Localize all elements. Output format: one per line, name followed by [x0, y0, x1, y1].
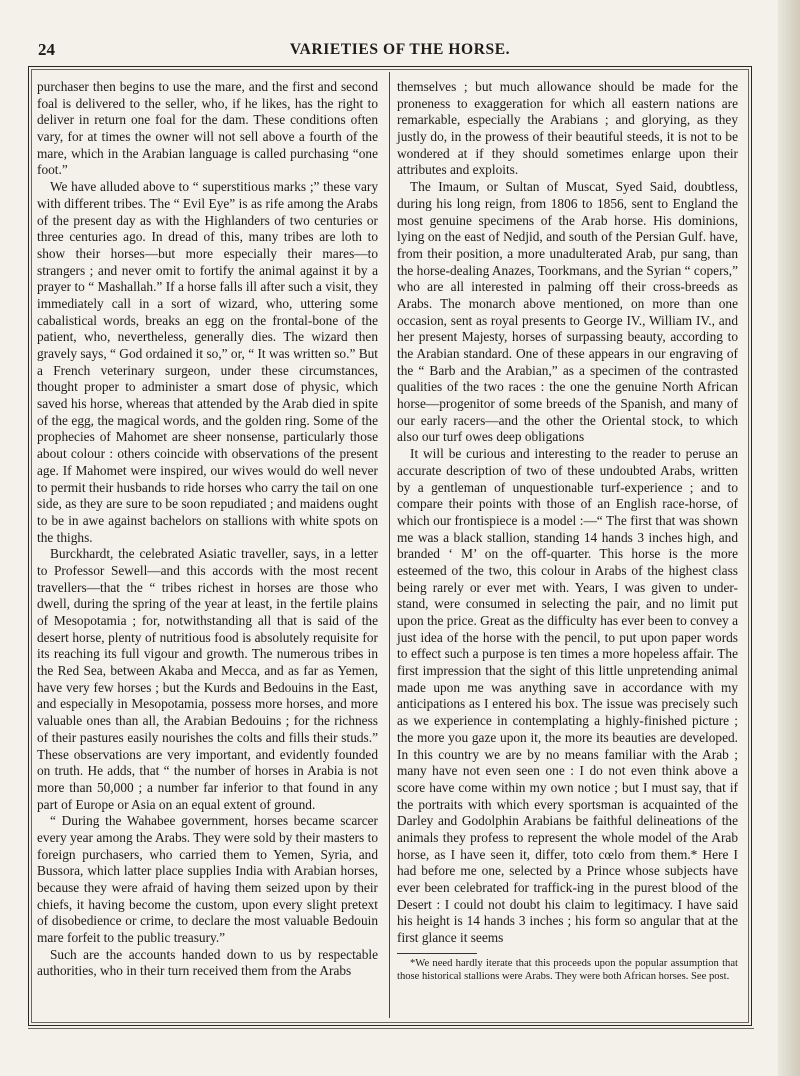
right-column-paragraph: It will be curious and interesting to the reader to peruse an accurate description of two of these undoubted Arabs, written by a gentleman of unquestionable turf-experience ; and to compare their points with those of an English race-horse, of which our frontispiece is a model :—“ The first that was shown me was a black stallion, standing 14 hands 3 inches high, and branded ‘ M’ on the off-quarter. This horse is the more esteemed of the two, this colour in Arabs of the highest class being rarely or ever met with. Years, I was given to under-stand, were consumed in selecting the pair, and no limit put upon the price. Great as the difficulty has ever been to convey a just idea of the horse with the pencil, to put upon paper words to effect such a purpose is ten times a more hopeless affair. The first impression that the sight of this little unpretending animal made upon me was anything save in accordance with my anticipations as I entered his box. The issue was precisely such as we experience in contemplating a highly-finished picture ; the more you gaze upon it, the more its beauties are developed. In this country we are by no means familiar with the Arab ; many have not even seen one : I do not even think above a score have come within my own notice ; but I must say, that if the portraits with which every sportsman is acquainted of the Darley and Godolphin Arabians be faithful delineations of the animals they profess to represent the whole model of the Arab horse, as I have seen it, differ, toto cœlo from them.* Here I had before me one, selected by a Prince whose subjects have ever been celebrated for traffick-ing in the purest blood of the Desert : I could not doubt his claim to legitimacy. I have said his height is 14 hands 3 inches ; his form so angular that at the first glance it seems [397, 446, 738, 946]
bottom-rule [28, 1028, 754, 1029]
footnote-rule [397, 953, 477, 954]
footnote: *We need hardly iterate that this proceeds upon the popular assumption that those historical stallions were Arabs. They were both African horses. See post. [397, 957, 738, 982]
page-header [0, 26, 800, 66]
left-column-paragraph: We have alluded above to “ superstitious marks ;” these vary with different tribes. The “ Evil Eye” is as rife among the Arabs of the present day as with the Highlanders of two centuries or three centuries ago. In dread of this, many tribes are loth to show their horses—but more especially their mares—to strangers ; and never omit to fortify the animal against it by a prayer to “ Mashallah.” If a horse falls ill after such a visit, they immediately call in a sort of wizard, who, uttering some cabalistical words, breaks an egg on the frontal-bone of the patient, who, nevertheless, generally dies. The wizard then gravely says, “ God ordained it so,” or, “ It was written so.” But a French veterinary surgeon, under these circumstances, thought proper to administer a smart dose of physic, which saved his horse, whereas that attended by the Arab died in spite of the egg, the magical words, and the golden ring. Some of the prophecies of Mahomet are sheer nonsense, particularly those about colour : others coincide with observations of the present age. If Mahomet were inspired, our wives would do well never to permit their husbands to ride horses who carry the tail on one side, as they are sure to be soon repudiated ; and maidens ought to be in awe against bachelors on stallions with white spots on the thighs. [37, 179, 378, 545]
page-number: 24 [38, 40, 55, 59]
page-edge-shadow [778, 0, 800, 1076]
running-head: VARIETIES OF THE HORSE. [289, 41, 511, 58]
right-column-paragraph: themselves ; but much allowance should be made for the proneness to exaggeration for which all eastern nations are remarkable, especially the Arabians ; and glorying, as they justly do, in the prowess of their beautiful steeds, it is not to be wondered at if they should sometimes enlarge upon their attributes and exploits. [397, 79, 738, 178]
left-column-paragraph: Such are the accounts handed down to us by respectable authorities, who in their turn received them from the Arabs [37, 946, 378, 979]
left-column-paragraph: purchaser then begins to use the mare, and the first and second foal is delivered to the seller, who, if he likes, has the right to deliver in return one foal for the dam. These conditions often vary, for at times the owner will not sell above a fourth of the mare, which in the Arabian language is called purchasing “one foot.” [37, 79, 378, 178]
right-column [397, 79, 738, 983]
column-divider [389, 72, 390, 1018]
right-column-paragraph: The Imaum, or Sultan of Muscat, Syed Said, doubtless, during his long reign, from 1806 to 1856, sent to England the most genuine specimens of the Arab horse. His dominions, lying on the east of Nedjid, and south of the Persian Gulf. have, from their position, a more unadulterated Arab, pur sang, than the horse-dealing Anazes, Toorkmans, and the Syrian “ copers,” who are all interested in palming off their cross-breeds as Arabs. The monarch above mentioned, on more than one occasion, sent as royal presents to George IV., William IV., and her present Majesty, horses of surpassing beauty, according to the Arabian standard. One of these appears in our engraving of the “ Barb and the Arabian,” as a specimen of the contrasted qualities of the two races : the one the genuine North African horse—progenitor of some breeds of the Spanish, and many of our early racers—and the other the Oriental stock, to which also our turf owes deep obligations [397, 179, 738, 445]
left-column [37, 79, 378, 980]
left-column-paragraph: Burckhardt, the celebrated Asiatic traveller, says, in a letter to Professor Sewell—and this accords with the most recent travellers—that the “ tribes richest in horses are those who dwell, during the spring of the year at least, in the fertile plains of Mesopotamia ; for, notwithstanding all that is said of the desert horse, plenty of nutritious food is absolutely requisite for its reaching its full vigour and growth. The numerous tribes in the Red Sea, between Akaba and Mecca, and as far as Yemen, have very few horses ; but the Kurds and Bedouins in the East, and especially in Mesopotamia, possess more horses, and more valuable ones than all, the Arabian Bedouins ; for the richness of their pastures easily nourishes the colts and fills their studs.” These observations are very important, and evidently founded on truth. He adds, that “ the number of horses in Arabia is not more than 50,000 ; a number far inferior to that found in any part of Europe or Asia on an equal extent of ground. [37, 546, 378, 812]
left-column-paragraph: “ During the Wahabee government, horses became scarcer every year among the Arabs. They were sold by their masters to foreign purchasers, who carried them to Yemen, Syria, and Bussora, which latter place supplies India with Arabian horses, because they were afraid of having them seized upon by their chiefs, it having become the custom, upon every slight pretext of disobedience or crime, to declare the most valuable Bedouin mare forfeit to the public treasury.” [37, 813, 378, 946]
